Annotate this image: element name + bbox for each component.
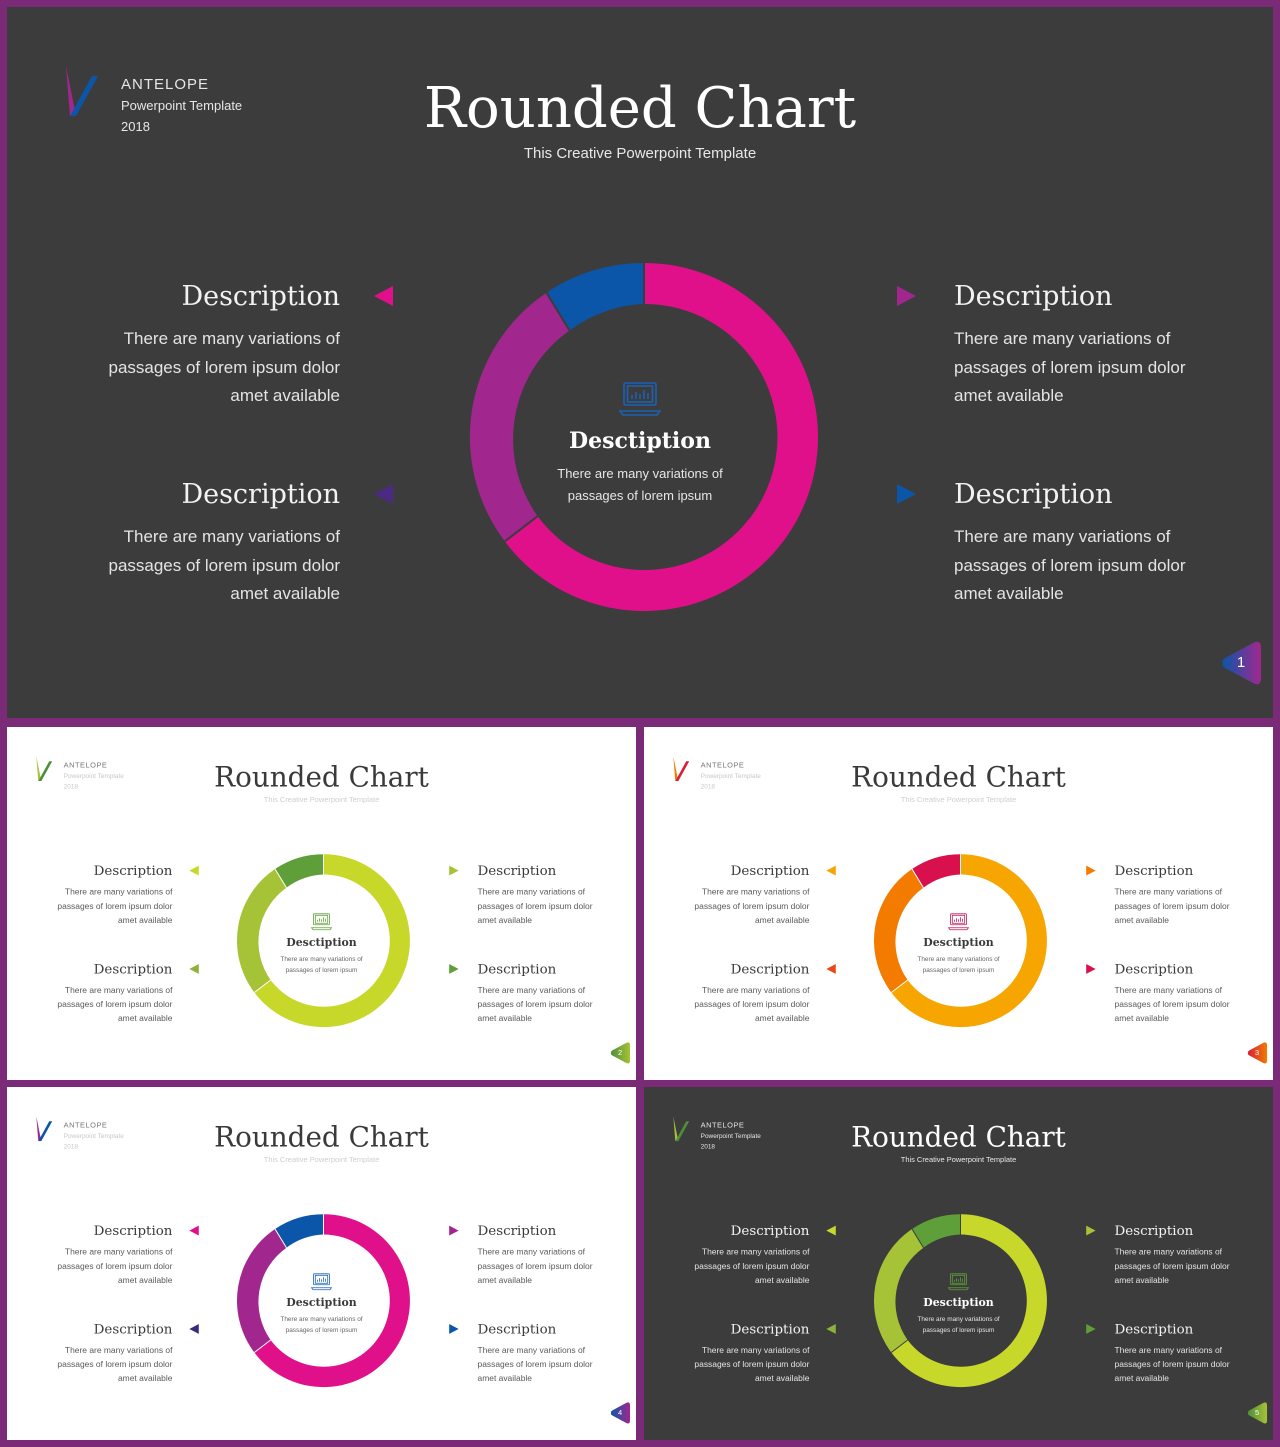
page-number: 4 <box>618 1408 623 1417</box>
center-heading: Desctiption <box>569 428 711 454</box>
description-heading-bottom-right: Description <box>1114 1321 1194 1337</box>
center-heading: Desctiption <box>286 936 357 950</box>
slide-content <box>7 1087 636 1440</box>
description-heading-bottom-right: Description <box>1114 961 1194 977</box>
triangle-right-icon <box>448 1323 460 1335</box>
text-line: There are many variations of <box>1114 1345 1223 1355</box>
slide-content <box>644 1087 1273 1440</box>
text-line: amet available <box>117 1373 173 1384</box>
description-heading-top-right: Description <box>477 1223 557 1239</box>
description-heading-top-right: Description <box>477 863 557 879</box>
text-line: passages of lorem ipsum dolor <box>1114 999 1230 1009</box>
text-line: passages of lorem ipsum <box>285 1325 358 1334</box>
text-line: There are many variations of <box>701 985 810 995</box>
description-text-top-right <box>478 885 600 927</box>
laptop-chart-icon <box>311 911 333 933</box>
description-text-top-left <box>688 1245 810 1287</box>
triangle-right-icon <box>1085 1225 1097 1237</box>
page-number-badge <box>608 1401 632 1425</box>
description-text-top-left <box>688 885 810 927</box>
description-heading-top-left: Description <box>93 1223 173 1239</box>
triangle-left-icon <box>825 963 837 975</box>
brand-year: 2018 <box>63 1142 79 1151</box>
text-line: There are many variations of <box>954 527 1171 546</box>
description-heading-top-right: Description <box>1114 1223 1194 1239</box>
text-line: passages of lorem ipsum dolor <box>57 1359 173 1369</box>
description-heading-bottom-right: Description <box>477 1321 557 1337</box>
text-line: passages of lorem ipsum dolor <box>108 555 340 575</box>
center-heading: Desctiption <box>286 1296 357 1310</box>
triangle-left-icon <box>825 1323 837 1335</box>
description-heading-bottom-left: Description <box>93 961 173 977</box>
description-text-bottom-right <box>478 983 600 1025</box>
slide-content <box>644 727 1273 1080</box>
triangle-left-icon <box>188 1323 200 1335</box>
slide-subtitle: This Creative Powerpoint Template <box>523 145 757 162</box>
text-line: passages of lorem ipsum dolor <box>954 555 1186 575</box>
triangle-left-icon <box>825 865 837 877</box>
text-line: passages of lorem ipsum <box>567 488 713 503</box>
text-line: There are many variations of <box>64 1246 173 1257</box>
triangle-right-icon <box>448 865 460 877</box>
description-heading-top-right: Description <box>1114 863 1194 879</box>
description-heading-top-left: Description <box>730 863 810 879</box>
description-heading-bottom-left: Description <box>93 1321 173 1337</box>
text-line: amet available <box>477 1373 532 1384</box>
slide-2[interactable] <box>7 727 636 1080</box>
center-heading: Desctiption <box>923 1296 994 1310</box>
text-line: There are many variations of <box>917 955 1000 963</box>
triangle-right-icon <box>895 482 919 506</box>
text-line: There are many variations of <box>123 527 340 546</box>
text-line: passages of lorem ipsum <box>285 965 358 974</box>
triangle-left-icon <box>371 482 395 506</box>
description-text-top-right <box>1115 1245 1237 1287</box>
text-line: There are many variations of <box>701 886 810 897</box>
text-line: There are many variations of <box>557 466 723 481</box>
text-line: passages of lorem ipsum dolor <box>694 901 810 911</box>
text-line: passages of lorem ipsum dolor <box>108 357 340 377</box>
triangle-right-icon <box>1085 963 1097 975</box>
text-line: There are many variations of <box>701 1246 810 1257</box>
slide-content <box>7 727 636 1080</box>
text-line: amet available <box>754 1275 810 1285</box>
text-line: amet available <box>1114 1275 1169 1285</box>
brand-year: 2018 <box>700 782 716 791</box>
text-line: There are many variations of <box>477 1345 586 1355</box>
text-line: amet available <box>230 386 340 405</box>
text-line: amet available <box>117 1275 173 1285</box>
slide-content <box>7 7 1273 718</box>
text-line: There are many variations of <box>1114 985 1223 995</box>
text-line: There are many variations of <box>1114 886 1223 897</box>
description-text-bottom-right <box>1115 983 1237 1025</box>
description-heading-top-left: Description <box>93 863 173 879</box>
slide-title: Rounded Chart <box>851 761 1066 794</box>
description-text-bottom-left <box>51 983 173 1025</box>
text-line: There are many variations of <box>64 886 173 897</box>
text-line: There are many variations of <box>477 985 586 995</box>
description-text-top-right <box>1115 885 1237 927</box>
description-text-bottom-right <box>1115 1343 1237 1385</box>
text-line: passages of lorem ipsum dolor <box>954 357 1186 377</box>
text-line: There are many variations of <box>123 329 340 348</box>
triangle-left-icon <box>371 284 395 308</box>
triangle-left-icon <box>825 1225 837 1237</box>
brand-year: 2018 <box>700 1142 716 1151</box>
laptop-chart-icon <box>948 911 970 933</box>
description-heading-bottom-left: Description <box>730 1321 810 1337</box>
text-line: amet available <box>954 386 1064 405</box>
center-text <box>272 954 371 976</box>
text-line: There are many variations of <box>1114 1246 1223 1257</box>
triangle-right-icon <box>1085 865 1097 877</box>
text-line: amet available <box>477 915 532 925</box>
description-text-bottom-left <box>688 1343 810 1385</box>
slide-subtitle: This Creative Powerpoint Template <box>900 1155 1017 1165</box>
center-text <box>909 954 1008 976</box>
text-line: amet available <box>754 1013 810 1024</box>
text-line: There are many variations of <box>477 886 586 897</box>
text-line: passages of lorem ipsum dolor <box>477 1359 593 1369</box>
page-number-badge <box>608 1041 632 1065</box>
text-line: amet available <box>117 1013 173 1024</box>
triangle-right-icon <box>895 284 919 308</box>
triangle-right-icon <box>1085 1323 1097 1335</box>
text-line: There are many variations of <box>917 1315 1000 1323</box>
description-heading-bottom-left: Description <box>730 961 810 977</box>
description-text-bottom-left <box>51 1343 173 1385</box>
triangle-left-icon <box>188 865 200 877</box>
brand-product: Powerpoint Template <box>700 1132 761 1140</box>
text-line: passages of lorem ipsum dolor <box>57 1261 173 1271</box>
description-text-top-left <box>51 1245 173 1287</box>
description-heading-top-left: Description <box>730 1223 810 1239</box>
brand-product: Powerpoint Template <box>121 98 243 113</box>
laptop-chart-icon <box>618 377 662 421</box>
center-text <box>540 463 740 507</box>
triangle-left-icon <box>188 1225 200 1237</box>
brand-product: Powerpoint Template <box>700 772 761 780</box>
brand-name: ANTELOPE <box>700 761 745 770</box>
brand-name: ANTELOPE <box>700 1121 745 1130</box>
text-line: passages of lorem ipsum dolor <box>477 1261 593 1271</box>
text-line: amet available <box>954 584 1064 603</box>
description-heading-bottom-right: Description <box>477 961 557 977</box>
text-line: passages of lorem ipsum dolor <box>1114 901 1230 911</box>
slide-5[interactable] <box>644 1087 1273 1440</box>
text-line: amet available <box>230 584 340 603</box>
page-number: 1 <box>1236 654 1246 671</box>
brand-name: ANTELOPE <box>121 76 210 93</box>
description-heading-bottom-left: Description <box>181 479 340 510</box>
brand-product: Powerpoint Template <box>63 772 124 780</box>
triangle-right-icon <box>448 963 460 975</box>
description-text-bottom-left <box>95 523 340 609</box>
text-line: passages of lorem ipsum dolor <box>477 999 593 1009</box>
text-line: There are many variations of <box>701 1345 810 1355</box>
text-line: There are many variations of <box>280 955 363 963</box>
text-line: There are many variations of <box>280 1315 363 1323</box>
brand-year: 2018 <box>63 782 79 791</box>
description-heading-top-right: Description <box>954 281 1113 312</box>
text-line: passages of lorem ipsum dolor <box>694 1261 810 1271</box>
text-line: passages of lorem ipsum <box>922 965 995 974</box>
text-line: passages of lorem ipsum dolor <box>694 999 810 1009</box>
text-line: amet available <box>117 915 173 925</box>
text-line: There are many variations of <box>64 985 173 995</box>
brand-year: 2018 <box>121 119 150 134</box>
text-line: amet available <box>1114 915 1169 925</box>
text-line: passages of lorem ipsum dolor <box>477 901 593 911</box>
slide-1[interactable] <box>7 7 1273 718</box>
text-line: There are many variations of <box>954 329 1171 348</box>
slide-title: Rounded Chart <box>214 761 429 794</box>
description-heading-top-left: Description <box>181 281 340 312</box>
text-line: passages of lorem ipsum dolor <box>694 1359 810 1369</box>
page-number-badge <box>1245 1401 1269 1425</box>
brand-name: ANTELOPE <box>63 761 108 770</box>
page-number: 5 <box>1255 1408 1260 1417</box>
text-line: passages of lorem ipsum <box>922 1325 995 1334</box>
triangle-left-icon <box>188 963 200 975</box>
slide-subtitle: This Creative Powerpoint Template <box>263 1155 380 1165</box>
description-text-top-left <box>95 325 340 411</box>
slide-subtitle: This Creative Powerpoint Template <box>900 795 1017 805</box>
slide-3[interactable] <box>644 727 1273 1080</box>
brand-name: ANTELOPE <box>63 1121 108 1130</box>
text-line: amet available <box>477 1275 532 1285</box>
description-text-top-left <box>51 885 173 927</box>
text-line: amet available <box>477 1013 532 1024</box>
text-line: amet available <box>1114 1013 1169 1024</box>
center-text <box>909 1314 1008 1336</box>
center-text <box>272 1314 371 1336</box>
description-heading-bottom-right: Description <box>954 479 1113 510</box>
slide-title: Rounded Chart <box>423 76 857 141</box>
text-line: passages of lorem ipsum dolor <box>1114 1261 1230 1271</box>
text-line: amet available <box>754 915 810 925</box>
text-line: There are many variations of <box>64 1345 173 1355</box>
description-text-bottom-right <box>954 523 1199 609</box>
triangle-right-icon <box>448 1225 460 1237</box>
brand-product: Powerpoint Template <box>63 1132 124 1140</box>
laptop-chart-icon <box>311 1271 333 1293</box>
description-text-top-right <box>478 1245 600 1287</box>
slide-subtitle: This Creative Powerpoint Template <box>263 795 380 805</box>
page-number: 3 <box>1255 1048 1260 1057</box>
text-line: There are many variations of <box>477 1246 586 1257</box>
page-number-badge <box>1245 1041 1269 1065</box>
page-number: 2 <box>618 1048 623 1057</box>
slide-4[interactable] <box>7 1087 636 1440</box>
text-line: passages of lorem ipsum dolor <box>57 999 173 1009</box>
page-number-badge <box>1217 639 1265 687</box>
slide-title: Rounded Chart <box>851 1121 1066 1154</box>
laptop-chart-icon <box>948 1271 970 1293</box>
text-line: passages of lorem ipsum dolor <box>57 901 173 911</box>
description-text-top-right <box>954 325 1199 411</box>
center-heading: Desctiption <box>923 936 994 950</box>
slide-title: Rounded Chart <box>214 1121 429 1154</box>
text-line: passages of lorem ipsum dolor <box>1114 1359 1230 1369</box>
description-text-bottom-right <box>478 1343 600 1385</box>
text-line: amet available <box>1114 1373 1169 1384</box>
description-text-bottom-left <box>688 983 810 1025</box>
text-line: amet available <box>754 1373 810 1384</box>
